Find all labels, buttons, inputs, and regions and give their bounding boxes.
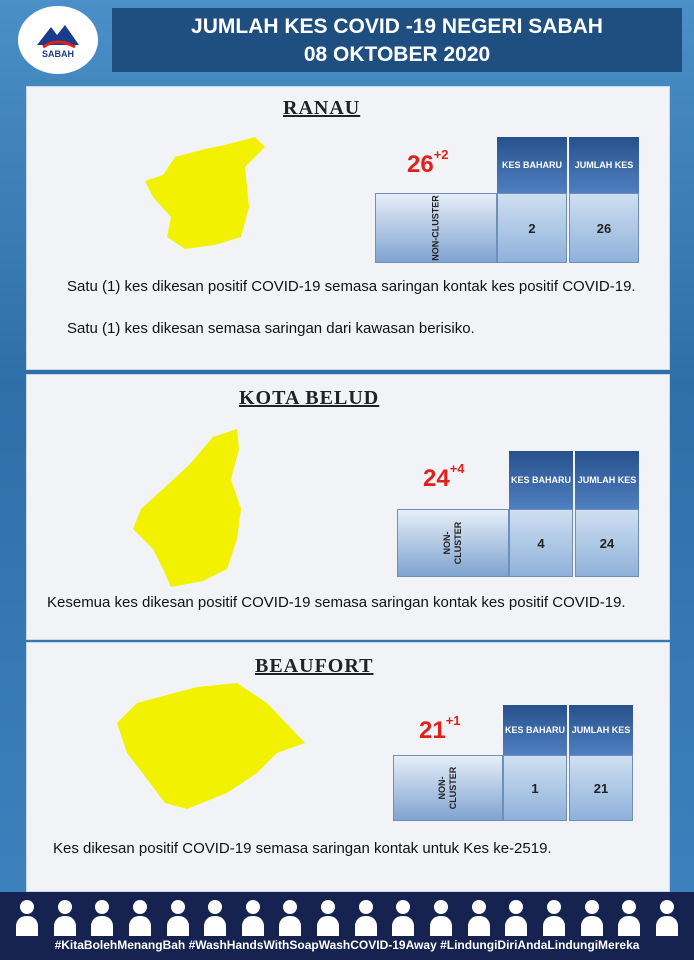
frontliner-icon — [654, 898, 680, 936]
new-cases-value: 4 — [509, 509, 573, 577]
header-total-cases: JUMLAH KES — [569, 705, 633, 755]
description-1: Kes dikesan positif COVID-19 semasa saringan kontak untuk Kes ke-2519. — [53, 840, 552, 857]
district-panel-kota-belud — [26, 374, 670, 640]
total-cases-value: 26 — [569, 193, 639, 263]
frontliner-icon — [466, 898, 492, 936]
sabah-logo — [18, 6, 98, 74]
header-total-cases: JUMLAH KES — [569, 137, 639, 193]
frontliner-figures — [14, 898, 680, 938]
kota-belud-map-shape — [133, 429, 253, 589]
beaufort-map-shape — [117, 683, 317, 813]
footer-banner — [0, 892, 694, 960]
header-title: JUMLAH KES COVID -19 NEGERI SABAH — [191, 15, 603, 38]
district-title: KOTA BELUD — [239, 387, 380, 409]
logo-text: SABAH — [41, 49, 74, 59]
frontliner-icon — [315, 898, 341, 936]
description-1: Satu (1) kes dikesan positif COVID-19 semasa saringan kontak kes positif COVID-19. — [67, 278, 636, 295]
new-cases-value: 2 — [497, 193, 567, 263]
page-header — [112, 8, 682, 72]
frontliner-icon — [277, 898, 303, 936]
frontliner-icon — [353, 898, 379, 936]
ranau-map-shape — [145, 137, 275, 257]
total-cases-value: 21 — [569, 755, 633, 821]
frontliner-icon — [616, 898, 642, 936]
case-count: $21^{+1}$ — [419, 713, 461, 744]
district-title: BEAUFORT — [255, 655, 374, 677]
case-count: $24^{+4}$ — [423, 461, 465, 492]
total-cases-value: 24 — [575, 509, 639, 577]
header-new-cases: KES BAHARU — [503, 705, 567, 755]
frontliner-icon — [127, 898, 153, 936]
header-new-cases: KES BAHARU — [509, 451, 573, 509]
logo-mountain-icon — [35, 21, 81, 51]
case-count: $26^{+2}$ — [407, 147, 449, 178]
frontliner-icon — [202, 898, 228, 936]
district-title: RANAU — [283, 97, 361, 119]
header-total-cases: JUMLAH KES — [575, 451, 639, 509]
frontliner-icon — [428, 898, 454, 936]
frontliner-icon — [503, 898, 529, 936]
category-cell: NON-CLUSTER — [375, 193, 497, 263]
frontliner-icon — [52, 898, 78, 936]
frontliner-icon — [541, 898, 567, 936]
category-cell: NON- CLUSTER — [397, 509, 509, 577]
description-1: Kesemua kes dikesan positif COVID-19 semasa saringan kontak kes positif COVID-19. — [47, 594, 626, 611]
new-cases-value: 1 — [503, 755, 567, 821]
frontliner-icon — [165, 898, 191, 936]
frontliner-icon — [14, 898, 40, 936]
district-panel-beaufort — [26, 642, 670, 892]
category-cell: NON- CLUSTER — [393, 755, 503, 821]
header-date: 08 OKTOBER 2020 — [303, 43, 491, 66]
district-panel-ranau — [26, 86, 670, 370]
description-2: Satu (1) kes dikesan semasa saringan dari kawasan berisiko. — [67, 320, 475, 337]
frontliner-icon — [240, 898, 266, 936]
frontliner-icon — [390, 898, 416, 936]
hashtag-line: #KitaBolehMenangBah #WashHandsWithSoapWashCOVID-19Away #LindungiDiriAndaLindungiMereka — [54, 938, 640, 952]
frontliner-icon — [89, 898, 115, 936]
frontliner-icon — [579, 898, 605, 936]
header-new-cases: KES BAHARU — [497, 137, 567, 193]
